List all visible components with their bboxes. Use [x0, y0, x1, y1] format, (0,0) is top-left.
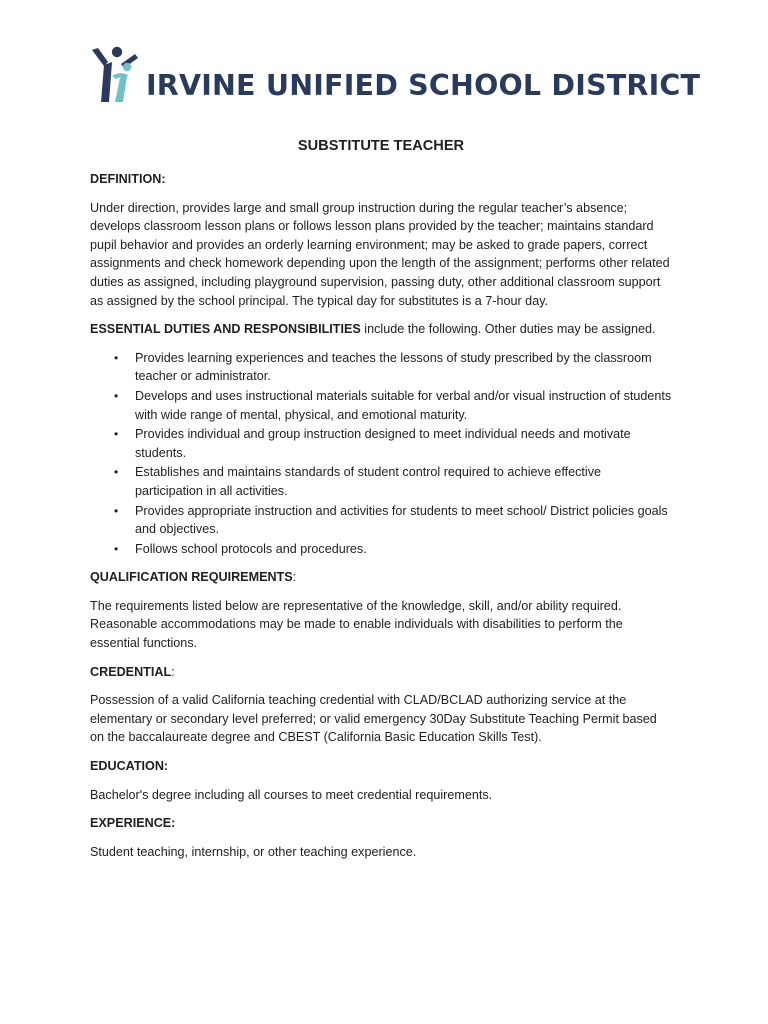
list-item-text: Provides learning experiences and teaches the lessons of study prescribed by the classroom teacher or administrator. [135, 350, 652, 384]
essential-duties-intro-text: include the following. Other duties may be assigned. [360, 322, 656, 337]
qualification-heading [90, 568, 672, 587]
bullet-icon: • [114, 465, 119, 480]
essential-duties-heading: ESSENTIAL DUTIES AND RESPONSIBILITIES [90, 322, 361, 337]
credential-text: Possession of a valid California teaching credential with CLAD/BCLAD authorizing service at the elementary or secondary level preferred; or valid emergency 30Day Substitute Teaching Permit based on the baccalaureate degree and CBEST (California Basic Education Skills Test). [90, 693, 657, 745]
bullet-icon: • [114, 503, 119, 518]
experience-heading: EXPERIENCE: [90, 816, 176, 831]
list-item [90, 540, 672, 559]
district-header [90, 46, 701, 106]
list-item-text: Provides appropriate instruction and activities for students to meet school/ District policies goals and objectives. [135, 503, 668, 537]
list-item [90, 387, 672, 424]
list-item [90, 463, 672, 500]
experience-text: Student teaching, internship, or other teaching experience. [90, 844, 417, 859]
education-text: Bachelor's degree including all courses to meet credential requirements. [90, 787, 493, 802]
bullet-icon: • [114, 388, 119, 403]
education-heading: EDUCATION: [90, 759, 169, 774]
list-item-text: Follows school protocols and procedures. [135, 541, 367, 556]
list-item-text: Establishes and maintains standards of student control required to achieve effective participation in all activities. [135, 465, 602, 498]
bullet-icon: • [114, 427, 119, 442]
qualification-heading-label: QUALIFICATION REQUIREMENTS [90, 570, 293, 585]
credential-heading-colon: : [171, 664, 175, 679]
document-body [90, 136, 672, 871]
duties-list [90, 349, 672, 559]
qualification-text: The requirements listed below are representative of the knowledge, skill, and/or ability required. Reasonable accommodations may be made to enable individuals with disabilities to perform the essential functions. [90, 598, 623, 651]
list-item [90, 349, 672, 386]
list-item-text: Provides individual and group instruction designed to meet individual needs and motivate students. [135, 427, 631, 460]
district-logo-icon [90, 46, 140, 104]
definition-heading: DEFINITION: [90, 172, 166, 186]
credential-heading [90, 663, 672, 682]
document-title: SUBSTITUTE TEACHER [297, 138, 465, 154]
essential-duties-intro [90, 320, 672, 339]
definition-text: Under direction, provides large and small group instruction during the regular teacher’s absence; develops classroom lesson plans or follows lesson plans provided by the teacher; maintains standard pupil behavior and provides an orderly learning environment; may be asked to grade papers, correct assignments and check homework depending upon the length of the assignment; performs other related duties as assigned, including playground supervision, passing duty, other additional classroom support as assigned by the school principal. The typical day for substitutes is a 7-hour day. [90, 200, 670, 308]
qualification-heading-colon: : [292, 570, 297, 585]
bullet-icon: • [114, 541, 119, 556]
bullet-icon: • [114, 350, 119, 365]
credential-heading-label: CREDENTIAL [90, 664, 172, 679]
district-name: IRVINE UNIFIED SCHOOL DISTRICT [146, 69, 701, 102]
list-item [90, 425, 672, 462]
list-item-text: Develops and uses instructional materials suitable for verbal and/or visual instruction of students with wide range of mental, physical, and emotional maturity. [135, 388, 672, 422]
list-item [90, 502, 672, 539]
